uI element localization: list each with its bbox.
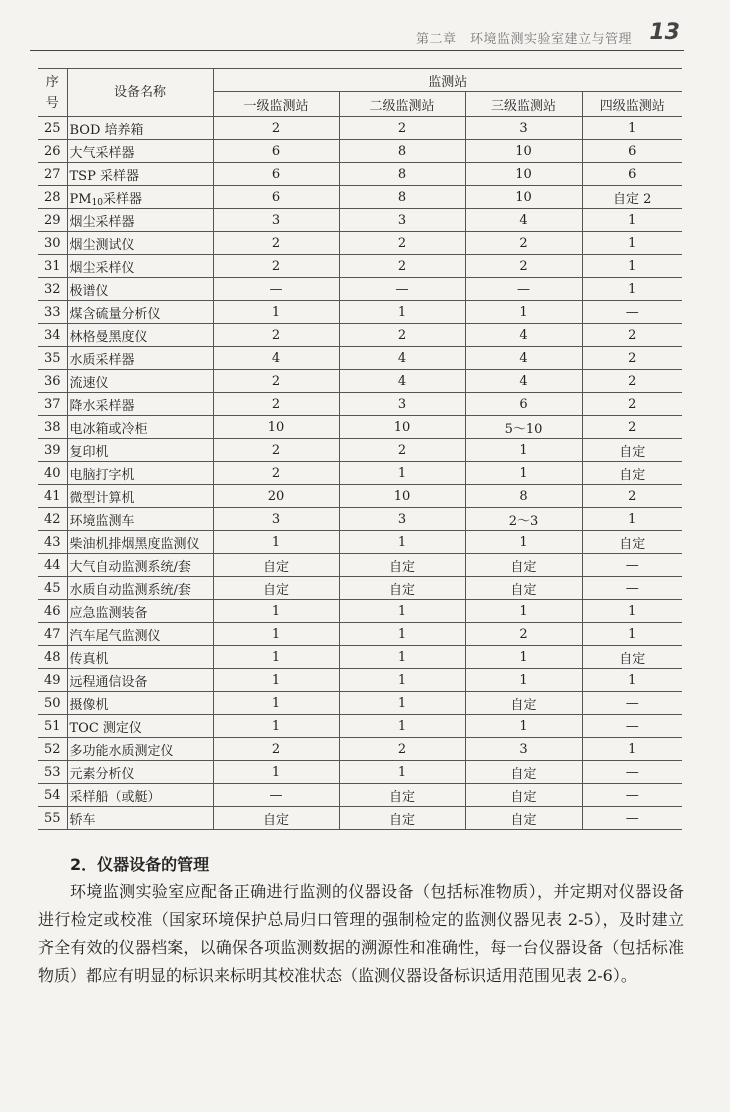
- level-1-quantity: 1: [213, 600, 339, 623]
- level-3-quantity: 1: [465, 462, 582, 485]
- row-number: 34: [38, 324, 67, 347]
- level-1-quantity: 2: [213, 393, 339, 416]
- level-3-quantity: 2: [465, 623, 582, 646]
- level-2-quantity: 2: [339, 255, 465, 278]
- level-3-quantity: 1: [465, 646, 582, 669]
- level-2-quantity: 2: [339, 439, 465, 462]
- level-4-quantity: 自定 2: [582, 186, 682, 209]
- table-row: [38, 600, 682, 623]
- level-4-quantity: 2: [582, 393, 682, 416]
- level-2-quantity: 4: [339, 370, 465, 393]
- level-4-quantity: —: [582, 577, 682, 600]
- equipment-name: 大气自动监测系统/套: [67, 554, 213, 577]
- row-number: 45: [38, 577, 67, 600]
- level-2-quantity: 10: [339, 485, 465, 508]
- header-no: [38, 69, 67, 117]
- level-3-quantity: 自定: [465, 554, 582, 577]
- equipment-name: 极谱仪: [67, 278, 213, 301]
- level-1-quantity: 1: [213, 531, 339, 554]
- equipment-name: 大气采样器: [67, 140, 213, 163]
- level-4-quantity: 1: [582, 508, 682, 531]
- table-row: [38, 554, 682, 577]
- level-3-quantity: 3: [465, 738, 582, 761]
- level-4-quantity: 1: [582, 117, 682, 140]
- level-4-quantity: —: [582, 692, 682, 715]
- level-1-quantity: 6: [213, 186, 339, 209]
- level-3-quantity: —: [465, 278, 582, 301]
- level-4-quantity: 1: [582, 623, 682, 646]
- level-3-quantity: 1: [465, 531, 582, 554]
- level-2-quantity: 3: [339, 508, 465, 531]
- level-2-quantity: 3: [339, 209, 465, 232]
- equipment-name: 柴油机排烟黑度监测仪: [67, 531, 213, 554]
- row-number: 26: [38, 140, 67, 163]
- level-4-quantity: —: [582, 807, 682, 830]
- level-3-quantity: 2～3: [465, 508, 582, 531]
- header-level-4: 四级监测站: [582, 92, 682, 117]
- equipment-name: 水质采样器: [67, 347, 213, 370]
- row-number: 42: [38, 508, 67, 531]
- level-3-quantity: 2: [465, 232, 582, 255]
- level-1-quantity: 6: [213, 163, 339, 186]
- row-number: 55: [38, 807, 67, 830]
- equipment-name: 传真机: [67, 646, 213, 669]
- equipment-name: 林格曼黑度仪: [67, 324, 213, 347]
- level-3-quantity: 自定: [465, 784, 582, 807]
- table-row: [38, 370, 682, 393]
- level-3-quantity: 4: [465, 370, 582, 393]
- table-row: [38, 531, 682, 554]
- level-3-quantity: 10: [465, 163, 582, 186]
- row-number: 52: [38, 738, 67, 761]
- level-4-quantity: 2: [582, 324, 682, 347]
- level-1-quantity: 自定: [213, 554, 339, 577]
- level-2-quantity: 1: [339, 715, 465, 738]
- header-name: 设备名称: [67, 69, 213, 117]
- table-row: [38, 761, 682, 784]
- equipment-table: [38, 68, 682, 830]
- level-4-quantity: 2: [582, 370, 682, 393]
- row-number: 43: [38, 531, 67, 554]
- equipment-name: [67, 186, 213, 209]
- level-4-quantity: 1: [582, 669, 682, 692]
- row-number: 41: [38, 485, 67, 508]
- equipment-name: 微型计算机: [67, 485, 213, 508]
- table-row: [38, 209, 682, 232]
- level-1-quantity: 2: [213, 324, 339, 347]
- equipment-name: 多功能水质测定仪: [67, 738, 213, 761]
- row-number: 47: [38, 623, 67, 646]
- level-4-quantity: 1: [582, 232, 682, 255]
- level-3-quantity: 1: [465, 600, 582, 623]
- level-3-quantity: 1: [465, 301, 582, 324]
- equipment-name: 汽车尾气监测仪: [67, 623, 213, 646]
- level-2-quantity: 10: [339, 416, 465, 439]
- row-number: 33: [38, 301, 67, 324]
- table-body: [38, 117, 682, 830]
- level-4-quantity: 1: [582, 255, 682, 278]
- equipment-name: 流速仪: [67, 370, 213, 393]
- level-4-quantity: 1: [582, 278, 682, 301]
- table-row: [38, 186, 682, 209]
- level-4-quantity: 1: [582, 600, 682, 623]
- row-number: 37: [38, 393, 67, 416]
- level-4-quantity: —: [582, 554, 682, 577]
- body-paragraph: 环境监测实验室应配备正确进行监测的仪器设备（包括标准物质），并定期对仪器设备进行检定或校准（国家环境保护总局归口管理的强制检定的监测仪器见表 2-5），及时建立齐全有效的仪器档案，以确保各项监测数据的溯源性和准确性，每一台仪器设备（包括标准物质）都应有明显的标识来标明其校准状态（监测仪器设备标识适用范围见表 2-6）。: [38, 882, 684, 985]
- level-2-quantity: 1: [339, 692, 465, 715]
- level-2-quantity: 2: [339, 324, 465, 347]
- equipment-name: 烟尘采样器: [67, 209, 213, 232]
- table-row: [38, 347, 682, 370]
- level-1-quantity: 3: [213, 508, 339, 531]
- level-3-quantity: 8: [465, 485, 582, 508]
- level-4-quantity: 自定: [582, 462, 682, 485]
- equipment-name: 烟尘采样仪: [67, 255, 213, 278]
- level-2-quantity: 1: [339, 669, 465, 692]
- level-2-quantity: 自定: [339, 577, 465, 600]
- row-number: 27: [38, 163, 67, 186]
- table-row: [38, 692, 682, 715]
- level-1-quantity: 1: [213, 646, 339, 669]
- level-1-quantity: 自定: [213, 807, 339, 830]
- equipment-name: 元素分析仪: [67, 761, 213, 784]
- row-number: 44: [38, 554, 67, 577]
- level-1-quantity: 1: [213, 623, 339, 646]
- table-row: [38, 738, 682, 761]
- level-1-quantity: 4: [213, 347, 339, 370]
- row-number: 38: [38, 416, 67, 439]
- level-1-quantity: —: [213, 278, 339, 301]
- level-4-quantity: 6: [582, 140, 682, 163]
- level-4-quantity: —: [582, 715, 682, 738]
- table-row: [38, 577, 682, 600]
- row-number: 51: [38, 715, 67, 738]
- row-number: 36: [38, 370, 67, 393]
- level-3-quantity: 自定: [465, 761, 582, 784]
- level-4-quantity: 2: [582, 347, 682, 370]
- table-row: [38, 669, 682, 692]
- table-row: [38, 393, 682, 416]
- level-4-quantity: —: [582, 761, 682, 784]
- level-2-quantity: 1: [339, 600, 465, 623]
- table-row: [38, 623, 682, 646]
- level-3-quantity: 1: [465, 669, 582, 692]
- row-number: 48: [38, 646, 67, 669]
- level-1-quantity: —: [213, 784, 339, 807]
- level-2-quantity: 自定: [339, 554, 465, 577]
- level-1-quantity: 2: [213, 462, 339, 485]
- table-row: [38, 462, 682, 485]
- table-row: [38, 324, 682, 347]
- level-2-quantity: —: [339, 278, 465, 301]
- level-4-quantity: 2: [582, 485, 682, 508]
- table-row: [38, 255, 682, 278]
- equipment-name-suffix: 采样器: [103, 191, 143, 207]
- table-row: [38, 416, 682, 439]
- table-row: [38, 163, 682, 186]
- header-no-line1: 序: [45, 74, 59, 90]
- level-2-quantity: 1: [339, 531, 465, 554]
- level-1-quantity: 1: [213, 761, 339, 784]
- row-number: 28: [38, 186, 67, 209]
- level-2-quantity: 自定: [339, 807, 465, 830]
- level-4-quantity: 6: [582, 163, 682, 186]
- equipment-name: 降水采样器: [67, 393, 213, 416]
- level-3-quantity: 自定: [465, 807, 582, 830]
- level-2-quantity: 2: [339, 117, 465, 140]
- level-2-quantity: 8: [339, 140, 465, 163]
- table-row: [38, 117, 682, 140]
- equipment-name: 远程通信设备: [67, 669, 213, 692]
- row-number: 31: [38, 255, 67, 278]
- running-header: [30, 18, 684, 51]
- level-2-quantity: 1: [339, 462, 465, 485]
- level-4-quantity: —: [582, 784, 682, 807]
- level-1-quantity: 2: [213, 439, 339, 462]
- row-number: 35: [38, 347, 67, 370]
- row-number: 53: [38, 761, 67, 784]
- level-4-quantity: 1: [582, 738, 682, 761]
- row-number: 30: [38, 232, 67, 255]
- level-1-quantity: 自定: [213, 577, 339, 600]
- table-row: [38, 301, 682, 324]
- table-row: [38, 140, 682, 163]
- table-row: [38, 508, 682, 531]
- table-row: [38, 646, 682, 669]
- level-2-quantity: 1: [339, 301, 465, 324]
- level-2-quantity: 2: [339, 232, 465, 255]
- equipment-name-prefix: PM: [69, 191, 92, 207]
- row-number: 49: [38, 669, 67, 692]
- equipment-name: BOD 培养箱: [67, 117, 213, 140]
- level-1-quantity: 20: [213, 485, 339, 508]
- equipment-name: 摄像机: [67, 692, 213, 715]
- row-number: 54: [38, 784, 67, 807]
- level-1-quantity: 6: [213, 140, 339, 163]
- level-2-quantity: 8: [339, 163, 465, 186]
- equipment-name: 电脑打字机: [67, 462, 213, 485]
- level-3-quantity: 10: [465, 186, 582, 209]
- level-3-quantity: 4: [465, 347, 582, 370]
- table-row: [38, 807, 682, 830]
- level-4-quantity: 自定: [582, 439, 682, 462]
- equipment-name: 环境监测车: [67, 508, 213, 531]
- section-title: 2．仪器设备的管理: [70, 855, 210, 874]
- equipment-name: 水质自动监测系统/套: [67, 577, 213, 600]
- equipment-name: 轿车: [67, 807, 213, 830]
- level-1-quantity: 2: [213, 738, 339, 761]
- level-3-quantity: 4: [465, 324, 582, 347]
- level-1-quantity: 10: [213, 416, 339, 439]
- level-1-quantity: 2: [213, 117, 339, 140]
- level-1-quantity: 2: [213, 370, 339, 393]
- level-4-quantity: 自定: [582, 531, 682, 554]
- level-3-quantity: 10: [465, 140, 582, 163]
- level-3-quantity: 5～10: [465, 416, 582, 439]
- row-number: 25: [38, 117, 67, 140]
- level-1-quantity: 1: [213, 301, 339, 324]
- level-2-quantity: 4: [339, 347, 465, 370]
- table-row: [38, 485, 682, 508]
- equipment-name: TSP 采样器: [67, 163, 213, 186]
- level-3-quantity: 2: [465, 255, 582, 278]
- header-level-1: 一级监测站: [213, 92, 339, 117]
- level-4-quantity: 1: [582, 209, 682, 232]
- table-row: [38, 278, 682, 301]
- row-number: 39: [38, 439, 67, 462]
- level-3-quantity: 自定: [465, 692, 582, 715]
- level-2-quantity: 1: [339, 623, 465, 646]
- equipment-name: 电冰箱或冷柜: [67, 416, 213, 439]
- level-2-quantity: 自定: [339, 784, 465, 807]
- equipment-name: 煤含硫量分析仪: [67, 301, 213, 324]
- equipment-name-subscript: 10: [91, 197, 104, 208]
- level-1-quantity: 2: [213, 255, 339, 278]
- equipment-name: 采样船（或艇）: [67, 784, 213, 807]
- level-3-quantity: 自定: [465, 577, 582, 600]
- equipment-name: 烟尘测试仪: [67, 232, 213, 255]
- equipment-name: 应急监测装备: [67, 600, 213, 623]
- level-4-quantity: 自定: [582, 646, 682, 669]
- level-1-quantity: 1: [213, 692, 339, 715]
- level-3-quantity: 3: [465, 117, 582, 140]
- row-number: 29: [38, 209, 67, 232]
- row-number: 40: [38, 462, 67, 485]
- level-3-quantity: 4: [465, 209, 582, 232]
- table-row: [38, 439, 682, 462]
- level-1-quantity: 2: [213, 232, 339, 255]
- table-row: [38, 232, 682, 255]
- level-1-quantity: 1: [213, 715, 339, 738]
- chapter-title: 第二章 环境监测实验室建立与管理: [415, 32, 632, 47]
- level-1-quantity: 1: [213, 669, 339, 692]
- header-level-2: 二级监测站: [339, 92, 465, 117]
- level-4-quantity: 2: [582, 416, 682, 439]
- row-number: 46: [38, 600, 67, 623]
- level-3-quantity: 6: [465, 393, 582, 416]
- row-number: 32: [38, 278, 67, 301]
- level-3-quantity: 1: [465, 715, 582, 738]
- page-number: 13: [649, 20, 680, 45]
- equipment-name: 复印机: [67, 439, 213, 462]
- table-row: [38, 715, 682, 738]
- level-2-quantity: 3: [339, 393, 465, 416]
- level-1-quantity: 3: [213, 209, 339, 232]
- level-2-quantity: 1: [339, 646, 465, 669]
- table-row: [38, 784, 682, 807]
- header-level-3: 三级监测站: [465, 92, 582, 117]
- header-no-line2: 号: [45, 95, 59, 111]
- level-2-quantity: 8: [339, 186, 465, 209]
- level-3-quantity: 1: [465, 439, 582, 462]
- level-4-quantity: —: [582, 301, 682, 324]
- row-number: 50: [38, 692, 67, 715]
- header-group: 监测站: [213, 69, 682, 92]
- equipment-name: TOC 测定仪: [67, 715, 213, 738]
- level-2-quantity: 1: [339, 761, 465, 784]
- level-2-quantity: 2: [339, 738, 465, 761]
